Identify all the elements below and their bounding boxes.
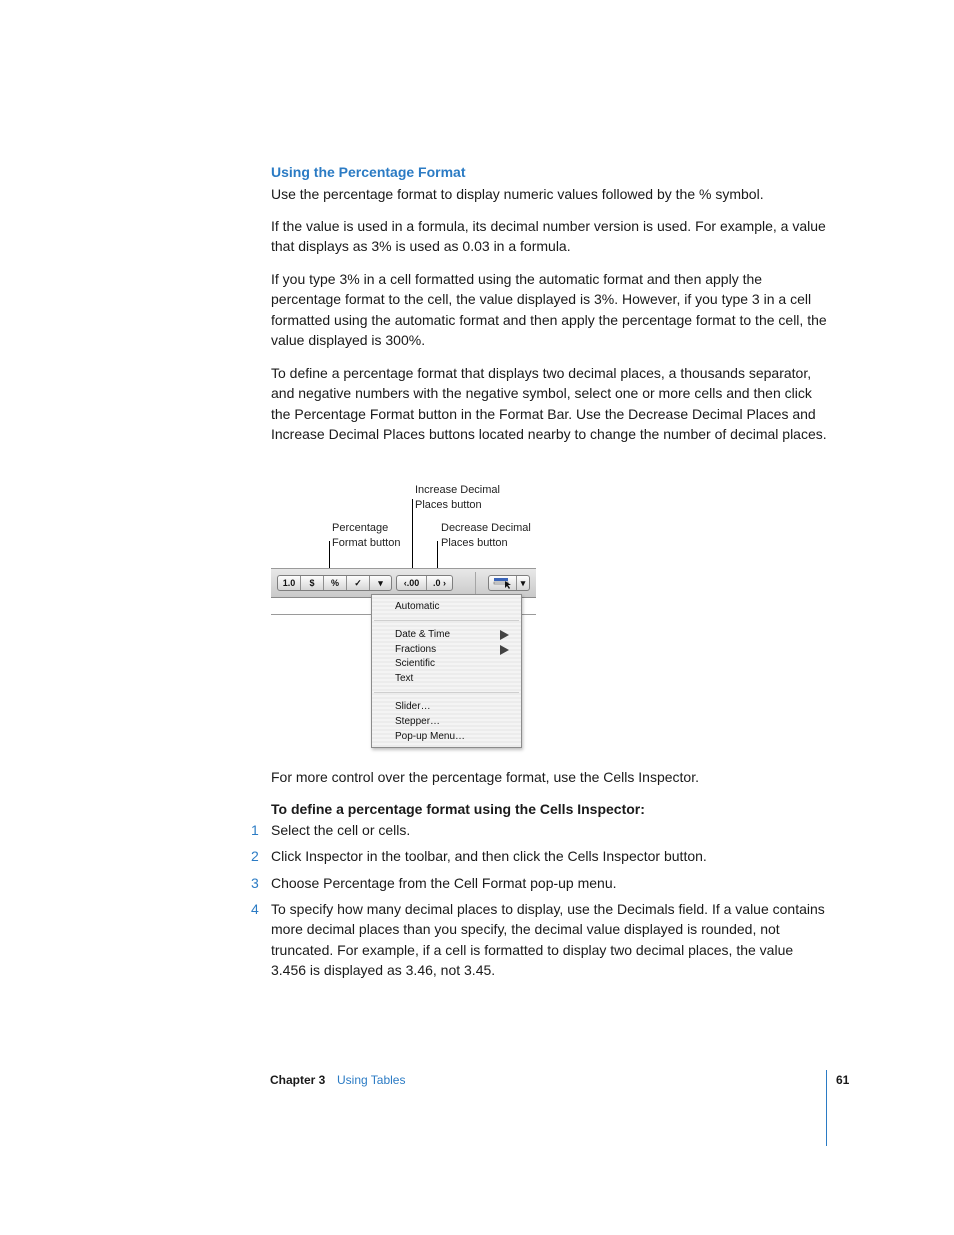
footer-chapter-title: Using Tables [337, 1073, 406, 1087]
decrease-decimal-places-button[interactable]: .0 › [432, 578, 446, 588]
callout-percentage-format [332, 521, 400, 550]
footer-chapter-label: Chapter 3 [270, 1073, 326, 1087]
format-popup-menu [371, 594, 522, 748]
leader-line-increase [412, 499, 413, 577]
step-number: 2 [251, 848, 259, 864]
number-format-button[interactable]: 1.0 [278, 576, 301, 590]
checkbox-format-button[interactable]: ✓ [347, 576, 370, 590]
section-title: Using the Percentage Format [271, 164, 466, 180]
paragraph-formula: If the value is used in a formula, its decimal number version is used. For example, a value that displays as 3% is used as 0.03 in a formula. [271, 218, 826, 255]
cell-format-icon [489, 576, 517, 590]
cell-format-chevron-down-icon: ▾ [520, 578, 526, 588]
callout-percentage-line2: Format button [332, 536, 401, 549]
more-formats-button[interactable]: ▾ [378, 578, 383, 588]
menu-item-popup-menu[interactable]: Pop-up Menu… [395, 731, 466, 742]
increase-decimal-places-button[interactable]: ‹.00 [397, 576, 427, 590]
toolbar-divider [475, 572, 476, 594]
menu-item-automatic[interactable]: Automatic [395, 601, 440, 612]
step-number: 1 [251, 822, 259, 838]
menu-item-slider[interactable]: Slider… [395, 701, 431, 712]
step-text: Choose Percentage from the Cell Format pop-up menu. [271, 875, 617, 891]
cell-format-popup-button[interactable] [488, 575, 530, 591]
callout-increase-line1: Increase Decimal [415, 484, 500, 496]
percentage-format-button[interactable]: % [324, 576, 347, 590]
menu-separator [374, 692, 519, 693]
table-pointer-icon [493, 577, 513, 589]
callout-decrease-decimal [441, 521, 531, 550]
footer-divider [826, 1070, 827, 1146]
paragraph-intro: Use the percentage format to display numeric values followed by the % symbol. [271, 186, 764, 202]
callout-increase-decimal [415, 483, 500, 512]
callout-percentage-line1: Percentage [332, 522, 389, 534]
step-text: Select the cell or cells. [271, 822, 411, 838]
menu-item-stepper[interactable]: Stepper… [395, 716, 441, 727]
step-number: 3 [251, 875, 259, 891]
menu-item-fractions[interactable]: Fractions [395, 644, 437, 655]
menu-item-date-time[interactable]: Date & Time [395, 629, 451, 640]
number-format-buttons [277, 575, 392, 591]
step-text: Click Inspector in the toolbar, and then click the Cells Inspector button. [271, 848, 707, 864]
callout-increase-line2: Places button [415, 498, 482, 511]
submenu-arrow-icon [500, 645, 509, 655]
page-number: 61 [836, 1073, 850, 1087]
decimal-places-buttons [396, 575, 453, 591]
paragraph-cells-inspector: For more control over the percentage format, use the Cells Inspector. [271, 769, 699, 785]
paragraph-define: To define a percentage format that displays two decimal places, a thousands separator, and negative numbers with the negative symbol, select one or more cells and then click the Percentage Format button in the Format Bar. Use the Decrease Decimal Places and Increase Decimal Places buttons located nearby to change the number of decimal places. [271, 365, 827, 443]
step-text: To specify how many decimal places to display, use the Decimals field. If a value contains more decimal places than you specify, the decimal value displayed is rounded, not truncated. For example, if a cell is formatted to display two decimal places, the value 3.456 is displayed as 3.46, not 3.45. [271, 901, 825, 979]
callout-decrease-line1: Decrease Decimal [441, 522, 531, 534]
currency-format-button[interactable]: $ [301, 576, 324, 590]
steps-heading: To define a percentage format using the Cells Inspector: [271, 801, 645, 817]
callout-decrease-line2: Places button [441, 536, 508, 549]
submenu-arrow-icon [500, 630, 509, 640]
menu-item-scientific[interactable]: Scientific [395, 658, 436, 669]
step-number: 4 [251, 901, 259, 917]
paragraph-example: If you type 3% in a cell formatted using the automatic format and then apply the percentage format to the cell, the value displayed is 3%. However, if you type 3 in a cell formatted using the automatic format and then apply the percentage format to the cell, the value displayed is 300%. [271, 271, 827, 349]
menu-separator [374, 620, 519, 621]
menu-item-text[interactable]: Text [395, 673, 414, 684]
